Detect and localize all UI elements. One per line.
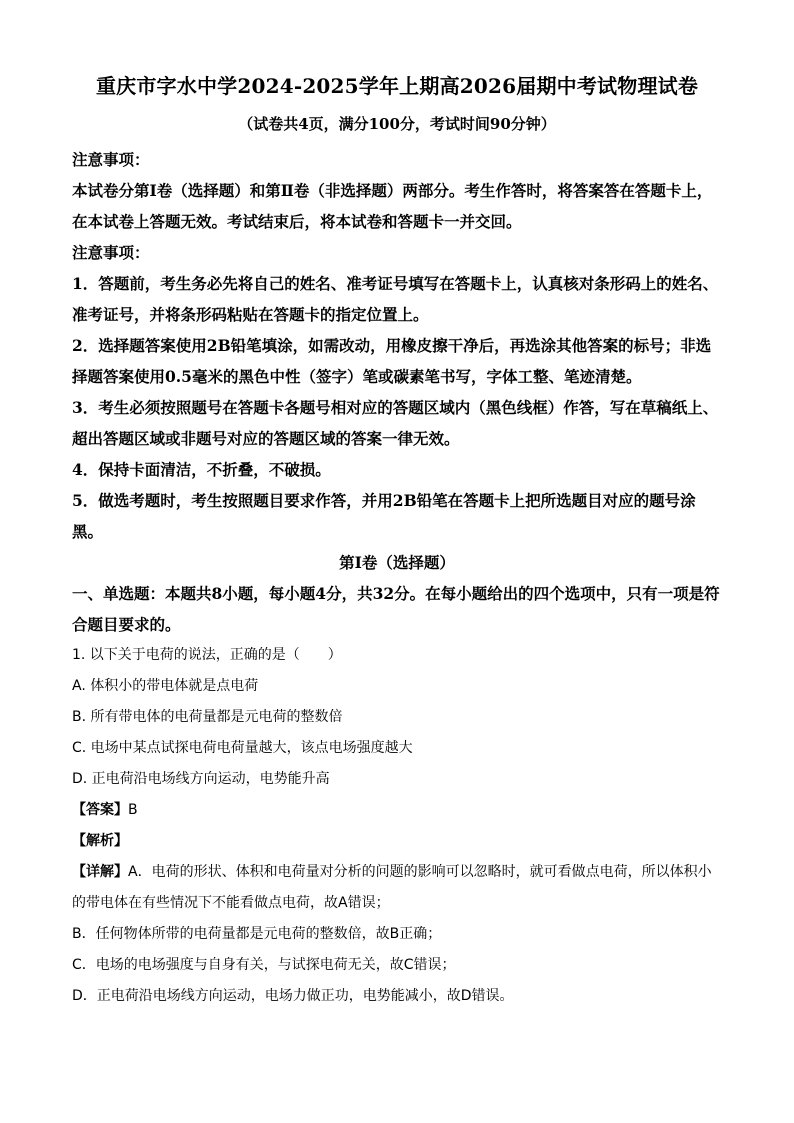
detail-line-c: C．电场的电场强度与自身有关，与试探电荷无关，故C错误； [72, 957, 456, 973]
page-title: 重庆市字水中学2024-2025学年上期高2026届期中考试物理试卷 [95, 74, 699, 98]
option-a: A. 体积小的带电体就是点电荷 [72, 678, 259, 694]
notice-item: 4．保持卡面清洁，不折叠，不破损。 [72, 460, 331, 479]
notice-heading: 注意事项： [72, 150, 150, 169]
notice-block-2 [72, 237, 722, 547]
detail-line-d: D．正电荷沿电场线方向运动，电场力做正功，电势能减小，故D错误。 [72, 988, 514, 1004]
notice-item: 5．做选考题时，考生按照题目要求作答，并用2B铅笔在答题卡上把所选题目对应的题号涂黑。 [72, 491, 696, 541]
option-b: B. 所有带电体的电荷量都是元电荷的整数倍 [72, 709, 343, 725]
analysis-line [72, 826, 722, 857]
section-instruction: 一、单选题：本题共8小题，每小题4分，共32分。在每小题给出的四个选项中，只有一项是符合题目要求的。 [72, 584, 720, 634]
detail-line-b: B．任何物体所带的电荷量都是元电荷的整数倍，故B正确； [72, 926, 442, 942]
notice-heading: 注意事项： [72, 243, 150, 262]
option-d: D. 正电荷沿电场线方向运动，电势能升高 [72, 771, 330, 787]
notice-item: 2．选择题答案使用2B铅笔填涂，如需改动，用橡皮擦干净后，再选涂其他答案的标号；非选择题答案使用0.5毫米的黑色中性（签字）笔或碳素笔书写，字体工整、笔迹清楚。 [72, 336, 712, 386]
answer-value: B [128, 802, 138, 818]
notice-text: 本试卷分第Ⅰ卷（选择题）和第Ⅱ卷（非选择题）两部分。考生作答时，将答案答在答题卡上，在本试卷上答题无效。考试结束后，将本试卷和答题卡一并交回。 [72, 181, 713, 231]
notice-item: 1．答题前，考生务必先将自己的姓名、准考证号填写在答题卡上，认真核对条形码上的姓名、准考证号，并将条形码粘贴在答题卡的指定位置上。 [72, 274, 719, 324]
notice-block-1 [72, 144, 722, 237]
notice-item: 3．考生必须按照题号在答题卡各题号相对应的答题区域内（黑色线框）作答，写在草稿纸上、超出答题区域或非题号对应的答题区域的答案一律无效。 [72, 398, 719, 448]
answer-tag: 【答案】 [72, 802, 128, 818]
answer-line [72, 795, 722, 826]
question-stem: 1. 以下关于电荷的说法，正确的是（ ） [72, 647, 342, 663]
question-1 [72, 640, 722, 1012]
detail-text: A．电荷的形状、体积和电荷量对分析的问题的影响可以忽略时，就可看做点电荷，所以体积小的带电体在有些情况下不能看做点电荷，故A错误； [72, 864, 712, 911]
exam-info: （试卷共4页，满分100分，考试时间90分钟） [238, 115, 556, 133]
analysis-tag: 【解析】 [72, 833, 128, 849]
option-c: C. 电场中某点试探电荷电荷量越大，该点电场强度越大 [72, 740, 413, 756]
detail-line-a [72, 857, 722, 919]
detail-tag: 【详解】 [72, 864, 128, 880]
section-title: 第Ⅰ卷（选择题） [339, 553, 455, 572]
